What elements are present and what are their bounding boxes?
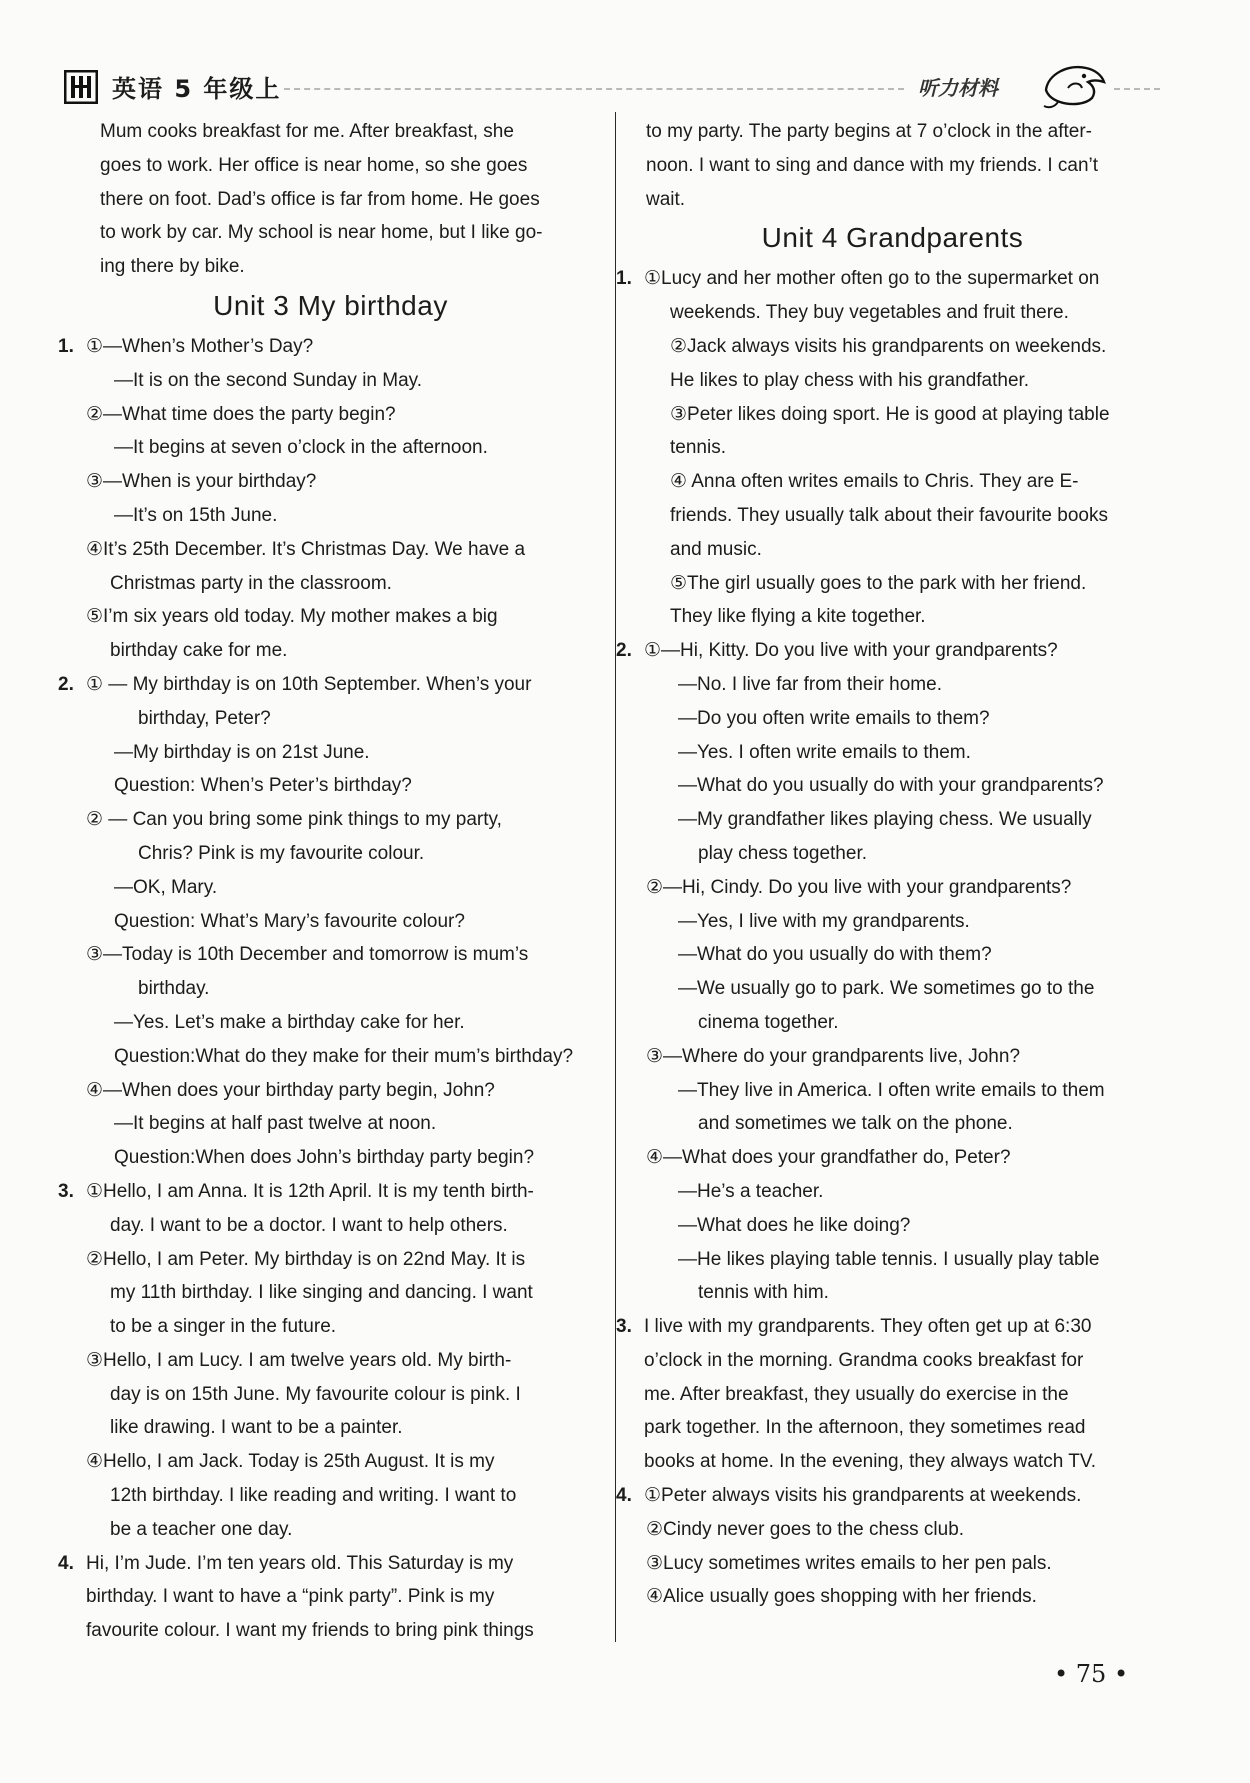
text-line: there on foot. Dad’s office is far from home. He goes <box>100 188 540 210</box>
text-line: tennis. <box>670 437 726 459</box>
text-line: ④Alice usually goes shopping with her friends. <box>646 1586 1037 1608</box>
header-divider <box>284 88 904 90</box>
text-line: —It’s on 15th June. <box>114 504 278 526</box>
text-line: 12th birthday. I like reading and writing. I want to <box>110 1485 517 1507</box>
text-line: to be a singer in the future. <box>110 1316 337 1338</box>
exercise-2: 2. ① — My birthday is on 10th September. When’s your <box>58 668 603 702</box>
text-line: —He likes playing table tennis. I usually play table <box>678 1248 1100 1270</box>
exercise-number: 4. <box>58 1552 74 1574</box>
text-line: birthday cake for me. <box>110 640 288 662</box>
text-line: —My grandfather likes playing chess. We usually <box>678 809 1092 831</box>
text-line: ②Hello, I am Peter. My birthday is on 22nd May. It is <box>86 1248 526 1270</box>
exercise-number: 3. <box>616 1316 632 1338</box>
text-line: Mum cooks breakfast for me. After breakfast, she <box>100 121 514 142</box>
text-line: —Yes. I often write emails to them. <box>678 741 971 763</box>
text-line: ③Peter likes doing sport. He is good at playing table <box>670 403 1110 425</box>
book-logo-icon <box>64 70 98 104</box>
text-line: ③—When is your birthday? <box>86 471 317 493</box>
exercise-3: 3. ①Hello, I am Anna. It is 12th April. It is my tenth birth- <box>58 1175 603 1209</box>
text-line: ②Jack always visits his grandparents on weekends. <box>670 335 1107 357</box>
text-line: —Do you often write emails to them? <box>678 707 990 729</box>
text-line: ②—What time does the party begin? <box>86 403 396 425</box>
text-line: birthday, Peter? <box>138 707 271 729</box>
dolphin-icon <box>1038 60 1110 110</box>
text-line: park together. In the afternoon, they sometimes read <box>644 1417 1086 1439</box>
text-line: favourite colour. I want my friends to bring pink things <box>86 1620 534 1642</box>
text-line: be a teacher one day. <box>110 1518 293 1540</box>
header-divider-right <box>1114 88 1160 90</box>
exercise-1: 1. ①—When’s Mother’s Day? <box>58 330 603 364</box>
text-line: —It begins at seven o’clock in the afternoon. <box>114 437 488 459</box>
exercise-number: 3. <box>58 1180 74 1202</box>
text-line: and music. <box>670 538 762 560</box>
text-line: ②—Hi, Cindy. Do you live with your grandparents? <box>646 876 1072 898</box>
text-line: —Yes, I live with my grandparents. <box>678 910 970 932</box>
text-line: cinema together. <box>698 1011 839 1033</box>
text-line: ④—What does your grandfather do, Peter? <box>646 1147 1011 1169</box>
exercise-number: 4. <box>616 1485 632 1507</box>
exercise-number: 2. <box>58 673 74 695</box>
text-line: goes to work. Her office is near home, so she goes <box>100 154 528 176</box>
text-line: Question:When does John’s birthday party begin? <box>114 1147 535 1169</box>
text-line: ③—Where do your grandparents live, John? <box>646 1045 1021 1067</box>
text-line: ⑤I’m six years old today. My mother makes a big <box>86 606 498 628</box>
column-divider <box>615 112 616 1642</box>
exercise-3: 3. I live with my grandparents. They often get up at 6:30 <box>620 1310 1165 1344</box>
text-line: and sometimes we talk on the phone. <box>698 1113 1013 1135</box>
exercise-number: 1. <box>58 335 74 357</box>
right-column <box>616 115 1165 1614</box>
text-line: —OK, Mary. <box>114 876 218 898</box>
text-line: to work by car. My school is near home, but I like go- <box>100 222 543 244</box>
text-line: —It is on the second Sunday in May. <box>114 369 423 391</box>
text-line: ⑤The girl usually goes to the park with her friend. <box>670 572 1087 594</box>
text-line: ing there by bike. <box>100 256 245 278</box>
exercise-4: 4. ①Peter always visits his grandparents at weekends. <box>620 1479 1165 1513</box>
text-line: —What does he like doing? <box>678 1214 911 1236</box>
text-line: ② — Can you bring some pink things to my party, <box>86 809 502 831</box>
text-line: —My birthday is on 21st June. <box>114 741 370 763</box>
left-column <box>58 115 603 1648</box>
text-line: friends. They usually talk about their favourite books <box>670 504 1108 526</box>
text-line: day is on 15th June. My favourite colour is pink. I <box>110 1383 521 1405</box>
book-title: 英语 5 年级上 <box>112 75 282 103</box>
exercise-1: 1. ①Lucy and her mother often go to the supermarket on <box>620 262 1165 296</box>
exercise-number: 1. <box>616 268 632 290</box>
text-line: —What do you usually do with them? <box>678 944 992 966</box>
text-line: to my party. The party begins at 7 o’clock in the after- <box>646 121 1093 142</box>
text-line: my 11th birthday. I like singing and dancing. I want <box>110 1282 533 1304</box>
text-line: me. After breakfast, they usually do exercise in the <box>644 1383 1069 1405</box>
page-header <box>64 60 1156 110</box>
text-line: —No. I live far from their home. <box>678 673 942 695</box>
unit-4-title: Unit 4 Grandparents <box>761 222 1024 254</box>
page-number: • 75 • <box>1054 1660 1129 1688</box>
text-line: They like flying a kite together. <box>670 606 926 628</box>
text-line: tennis with him. <box>698 1282 829 1304</box>
text-line: Question:What do they make for their mum’s birthday? <box>114 1045 574 1067</box>
text-line: —It begins at half past twelve at noon. <box>114 1113 437 1135</box>
text-line: weekends. They buy vegetables and fruit there. <box>670 302 1069 324</box>
exercise-2: 2. ①—Hi, Kitty. Do you live with your grandparents? <box>620 634 1165 668</box>
text-line: He likes to play chess with his grandfather. <box>670 369 1030 391</box>
text-line: ④Hello, I am Jack. Today is 25th August. It is my <box>86 1451 495 1473</box>
text-line: —We usually go to park. We sometimes go to the <box>678 978 1095 1000</box>
text-line: o’clock in the morning. Grandma cooks breakfast for <box>644 1349 1084 1371</box>
text-line: noon. I want to sing and dance with my friends. I can’t <box>646 154 1099 176</box>
text-line: —They live in America. I often write emails to them <box>678 1079 1105 1101</box>
text-line: ④ Anna often writes emails to Chris. They are E- <box>670 471 1079 493</box>
text-line: day. I want to be a doctor. I want to help others. <box>110 1214 508 1236</box>
section-label: 听力材料 <box>918 76 998 100</box>
text-line: ③—Today is 10th December and tomorrow is mum’s <box>86 944 529 966</box>
text-line: Chris? Pink is my favourite colour. <box>138 842 425 864</box>
text-line: like drawing. I want to be a painter. <box>110 1417 403 1439</box>
text-line: —Yes. Let’s make a birthday cake for her. <box>114 1011 465 1033</box>
text-line: books at home. In the evening, they always watch TV. <box>644 1451 1097 1473</box>
text-line: play chess together. <box>698 842 867 864</box>
text-line: birthday. I want to have a “pink party”. Pink is my <box>86 1586 495 1608</box>
text-line: —What do you usually do with your grandparents? <box>678 775 1104 797</box>
exercise-number: 2. <box>616 640 632 662</box>
text-line: Question: What’s Mary’s favourite colour? <box>114 910 465 932</box>
text-line: Question: When’s Peter’s birthday? <box>114 775 412 797</box>
text-line: ②Cindy never goes to the chess club. <box>646 1518 965 1540</box>
text-line: ③Lucy sometimes writes emails to her pen pals. <box>646 1552 1052 1574</box>
text-line: ④It’s 25th December. It’s Christmas Day. We have a <box>86 538 526 560</box>
text-line: ③Hello, I am Lucy. I am twelve years old. My birth- <box>86 1349 512 1371</box>
unit-3-title: Unit 3 My birthday <box>213 289 448 321</box>
text-line: Christmas party in the classroom. <box>110 572 392 594</box>
text-line: birthday. <box>138 978 210 1000</box>
text-line: ④—When does your birthday party begin, John? <box>86 1079 495 1101</box>
text-line: —He’s a teacher. <box>678 1180 824 1202</box>
exercise-4: 4. Hi, I’m Jude. I’m ten years old. This Saturday is my <box>58 1547 603 1581</box>
text-line: wait. <box>646 188 686 210</box>
